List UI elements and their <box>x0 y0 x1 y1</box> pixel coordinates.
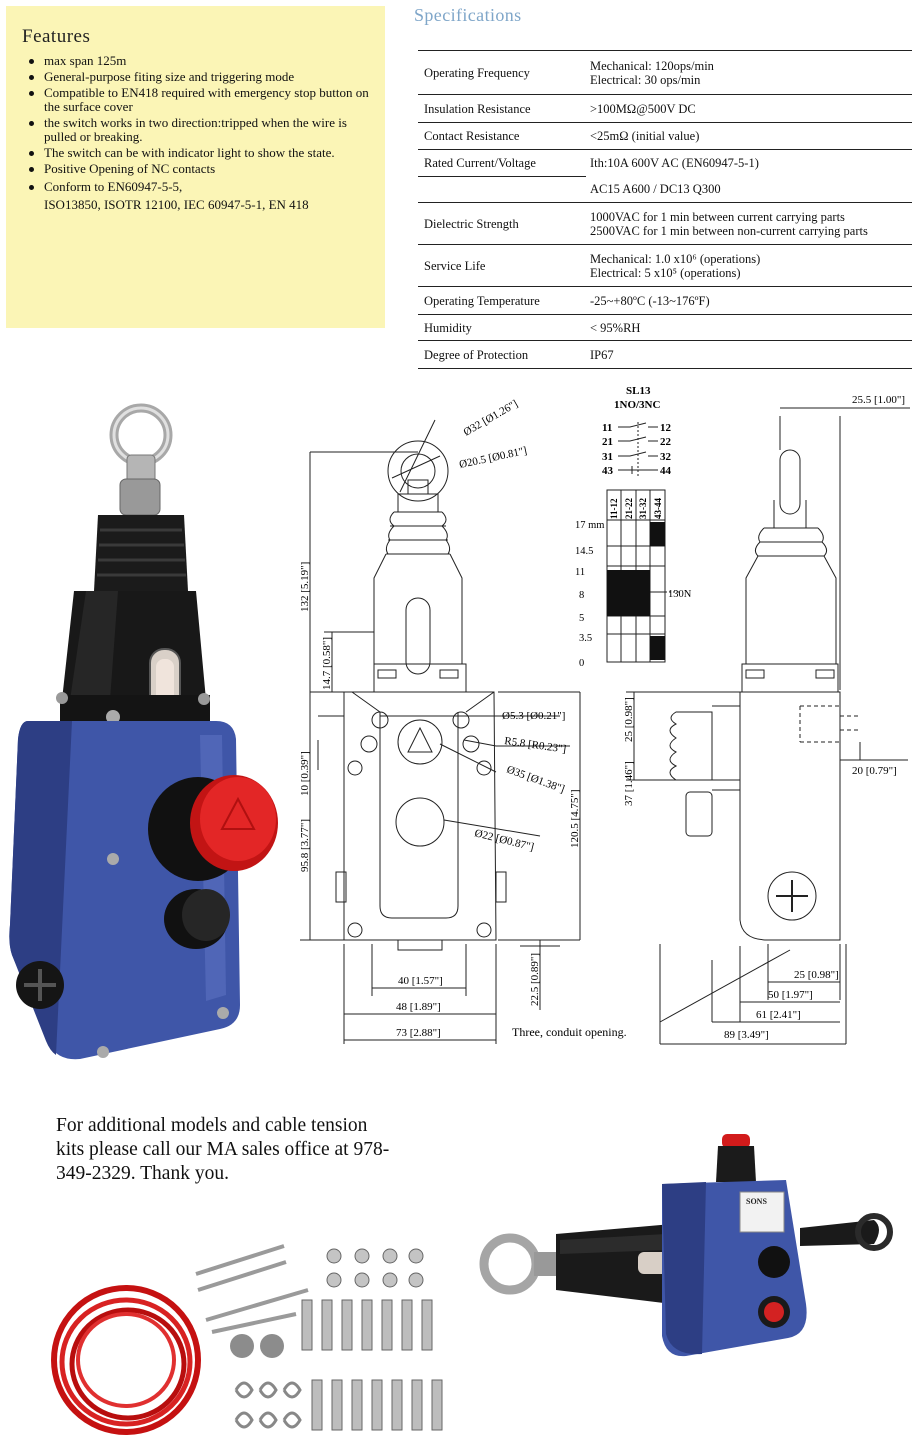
feature-item: General-purpose fiting size and triggering mode <box>26 70 378 84</box>
chart-col-label: 21-22 <box>624 498 634 519</box>
label-brand: SONS <box>746 1197 767 1206</box>
conduit-note: Three, conduit opening. <box>512 1025 627 1039</box>
spec-label: Dielectric Strength <box>418 203 586 245</box>
spec-value-line: 2500VAC for 1 min between non-current carrying parts <box>590 223 868 238</box>
feature-item: Compatible to EN418 required with emergency stop button on the surface cover <box>26 86 378 114</box>
terminal-label: 32 <box>660 451 671 463</box>
feature-item: ISO13850, ISOTR 12100, IEC 60947-5-1, EN 418 <box>44 197 309 212</box>
spec-value <box>586 245 912 287</box>
dim-label: 25 [0.98"] <box>623 697 635 742</box>
product-photo <box>0 395 290 1075</box>
feature-item: The switch can be with indicator light to show the state. <box>26 146 378 160</box>
model-label: SL13 <box>626 385 651 397</box>
dim-label: 10 [0.39"] <box>299 751 311 796</box>
table-row <box>418 177 912 203</box>
table-row <box>418 51 912 95</box>
contact-note: For additional models and cable tension kits please call our MA sales office at 978-349-2329. Thank you. <box>56 1115 390 1184</box>
dim-label: 25.5 [1.00"] <box>852 394 906 406</box>
feature-item: max span 125m <box>26 54 378 68</box>
spec-value: >100MΩ@500V DC <box>586 95 912 123</box>
feature-item: Positive Opening of NC contacts <box>26 162 378 176</box>
spec-label: Insulation Resistance <box>418 95 586 123</box>
features-panel <box>6 6 385 328</box>
spec-value-line: Mechanical: 1.0 x10⁶ (operations) <box>590 251 761 266</box>
spec-value: <25mΩ (initial value) <box>586 123 912 150</box>
table-row <box>418 315 912 341</box>
spec-label: Contact Resistance <box>418 123 586 150</box>
chart-row-label: 17 mm <box>575 520 605 531</box>
terminal-label: 22 <box>660 436 671 448</box>
spec-value: -25~+80ºC (-13~176ºF) <box>586 287 912 315</box>
dim-label: Ø5.3 [Ø0.21"] <box>502 710 566 722</box>
chart-row-label: 0 <box>579 658 585 669</box>
specifications-table <box>418 50 912 369</box>
feature-item: Conform to EN60947-5-5, <box>26 180 378 194</box>
spec-label: Rated Current/Voltage <box>418 150 586 177</box>
table-row <box>418 287 912 315</box>
spec-value: AC15 A600 / DC13 Q300 <box>590 182 721 197</box>
dim-label: 73 [2.88"] <box>396 1027 441 1039</box>
dim-label: 20 [0.79"] <box>852 765 897 777</box>
chart-row-label: 5 <box>579 613 585 624</box>
force-label: 130N <box>668 589 692 600</box>
contacts-label: 1NO/3NC <box>614 399 661 411</box>
spec-value-line: Mechanical: 120ops/min <box>590 58 714 73</box>
spec-value: Ith:10A 600V AC (EN60947-5-1) <box>586 150 912 177</box>
accessory-kit-photo <box>46 1240 456 1440</box>
chart-row-label: 11 <box>575 567 586 578</box>
chart-col-label: 43-44 <box>653 498 663 519</box>
spec-value: IP67 <box>586 341 912 369</box>
spec-value <box>586 203 912 245</box>
chart-col-label: 31-32 <box>638 498 648 519</box>
spec-label: Service Life <box>418 245 586 287</box>
dim-label: 132 [5.19"] <box>299 561 311 612</box>
feature-item: the switch works in two direction:tripped when the wire is pulled or breaking. <box>26 116 378 144</box>
table-row <box>418 95 912 123</box>
dim-label: 50 [1.97"] <box>768 989 813 1001</box>
dim-label: Ø35 [Ø1.38"] <box>504 763 567 796</box>
terminal-label: 31 <box>602 451 613 463</box>
dim-label: 22.5 [0.89"] <box>529 952 541 1006</box>
dim-label: 120.5 [4.75"] <box>569 789 581 848</box>
spec-value-line: Electrical: 5 x10⁵ (operations) <box>590 265 741 280</box>
chart-row-label: 3.5 <box>579 633 593 644</box>
table-row <box>418 150 912 177</box>
terminal-label: 11 <box>602 422 613 434</box>
dim-label: R5.8 [R0.23"] <box>503 735 567 756</box>
product-photo-side <box>476 1128 896 1378</box>
dim-label: 37 [1.46"] <box>623 761 635 806</box>
table-row <box>418 245 912 287</box>
dim-label: Ø32 [Ø1.26"] <box>461 397 521 439</box>
chart-row-label: 8 <box>579 590 585 601</box>
terminal-label: 43 <box>602 465 613 477</box>
dim-label: 14.7 [0.58"] <box>321 636 333 690</box>
spec-label: Degree of Protection <box>418 341 586 369</box>
dim-label: 61 [2.41"] <box>756 1009 801 1021</box>
spec-value-line: Electrical: 30 ops/min <box>590 72 701 87</box>
features-title: Features <box>22 26 91 47</box>
chart-col-label: 11-12 <box>609 498 619 519</box>
spec-value <box>586 51 912 95</box>
dim-label: 48 [1.89"] <box>396 1001 441 1013</box>
features-list <box>26 54 378 214</box>
table-row <box>418 203 912 245</box>
dim-label: 95.8 [3.77"] <box>299 818 311 872</box>
spec-label <box>418 177 586 203</box>
specifications-title: Specifications <box>414 5 522 25</box>
terminal-label: 21 <box>602 436 613 448</box>
table-row <box>418 341 912 369</box>
spec-label: Operating Temperature <box>418 287 586 315</box>
spec-label: Operating Frequency <box>418 51 586 95</box>
dim-label: 40 [1.57"] <box>398 975 443 987</box>
dim-label: 89 [3.49"] <box>724 1029 769 1041</box>
spec-value: < 95%RH <box>586 315 912 341</box>
spec-label: Humidity <box>418 315 586 341</box>
terminal-label: 44 <box>660 465 671 477</box>
chart-row-label: 14.5 <box>575 546 594 557</box>
dim-label: Ø22 [Ø0.87"] <box>473 827 536 854</box>
dim-label: Ø20.5 [Ø0.81"] <box>458 444 529 471</box>
technical-drawing <box>290 372 915 1052</box>
terminal-label: 12 <box>660 422 671 434</box>
dim-label: 25 [0.98"] <box>794 969 839 981</box>
spec-value-line: 1000VAC for 1 min between current carrying parts <box>590 209 845 224</box>
table-row <box>418 123 912 150</box>
